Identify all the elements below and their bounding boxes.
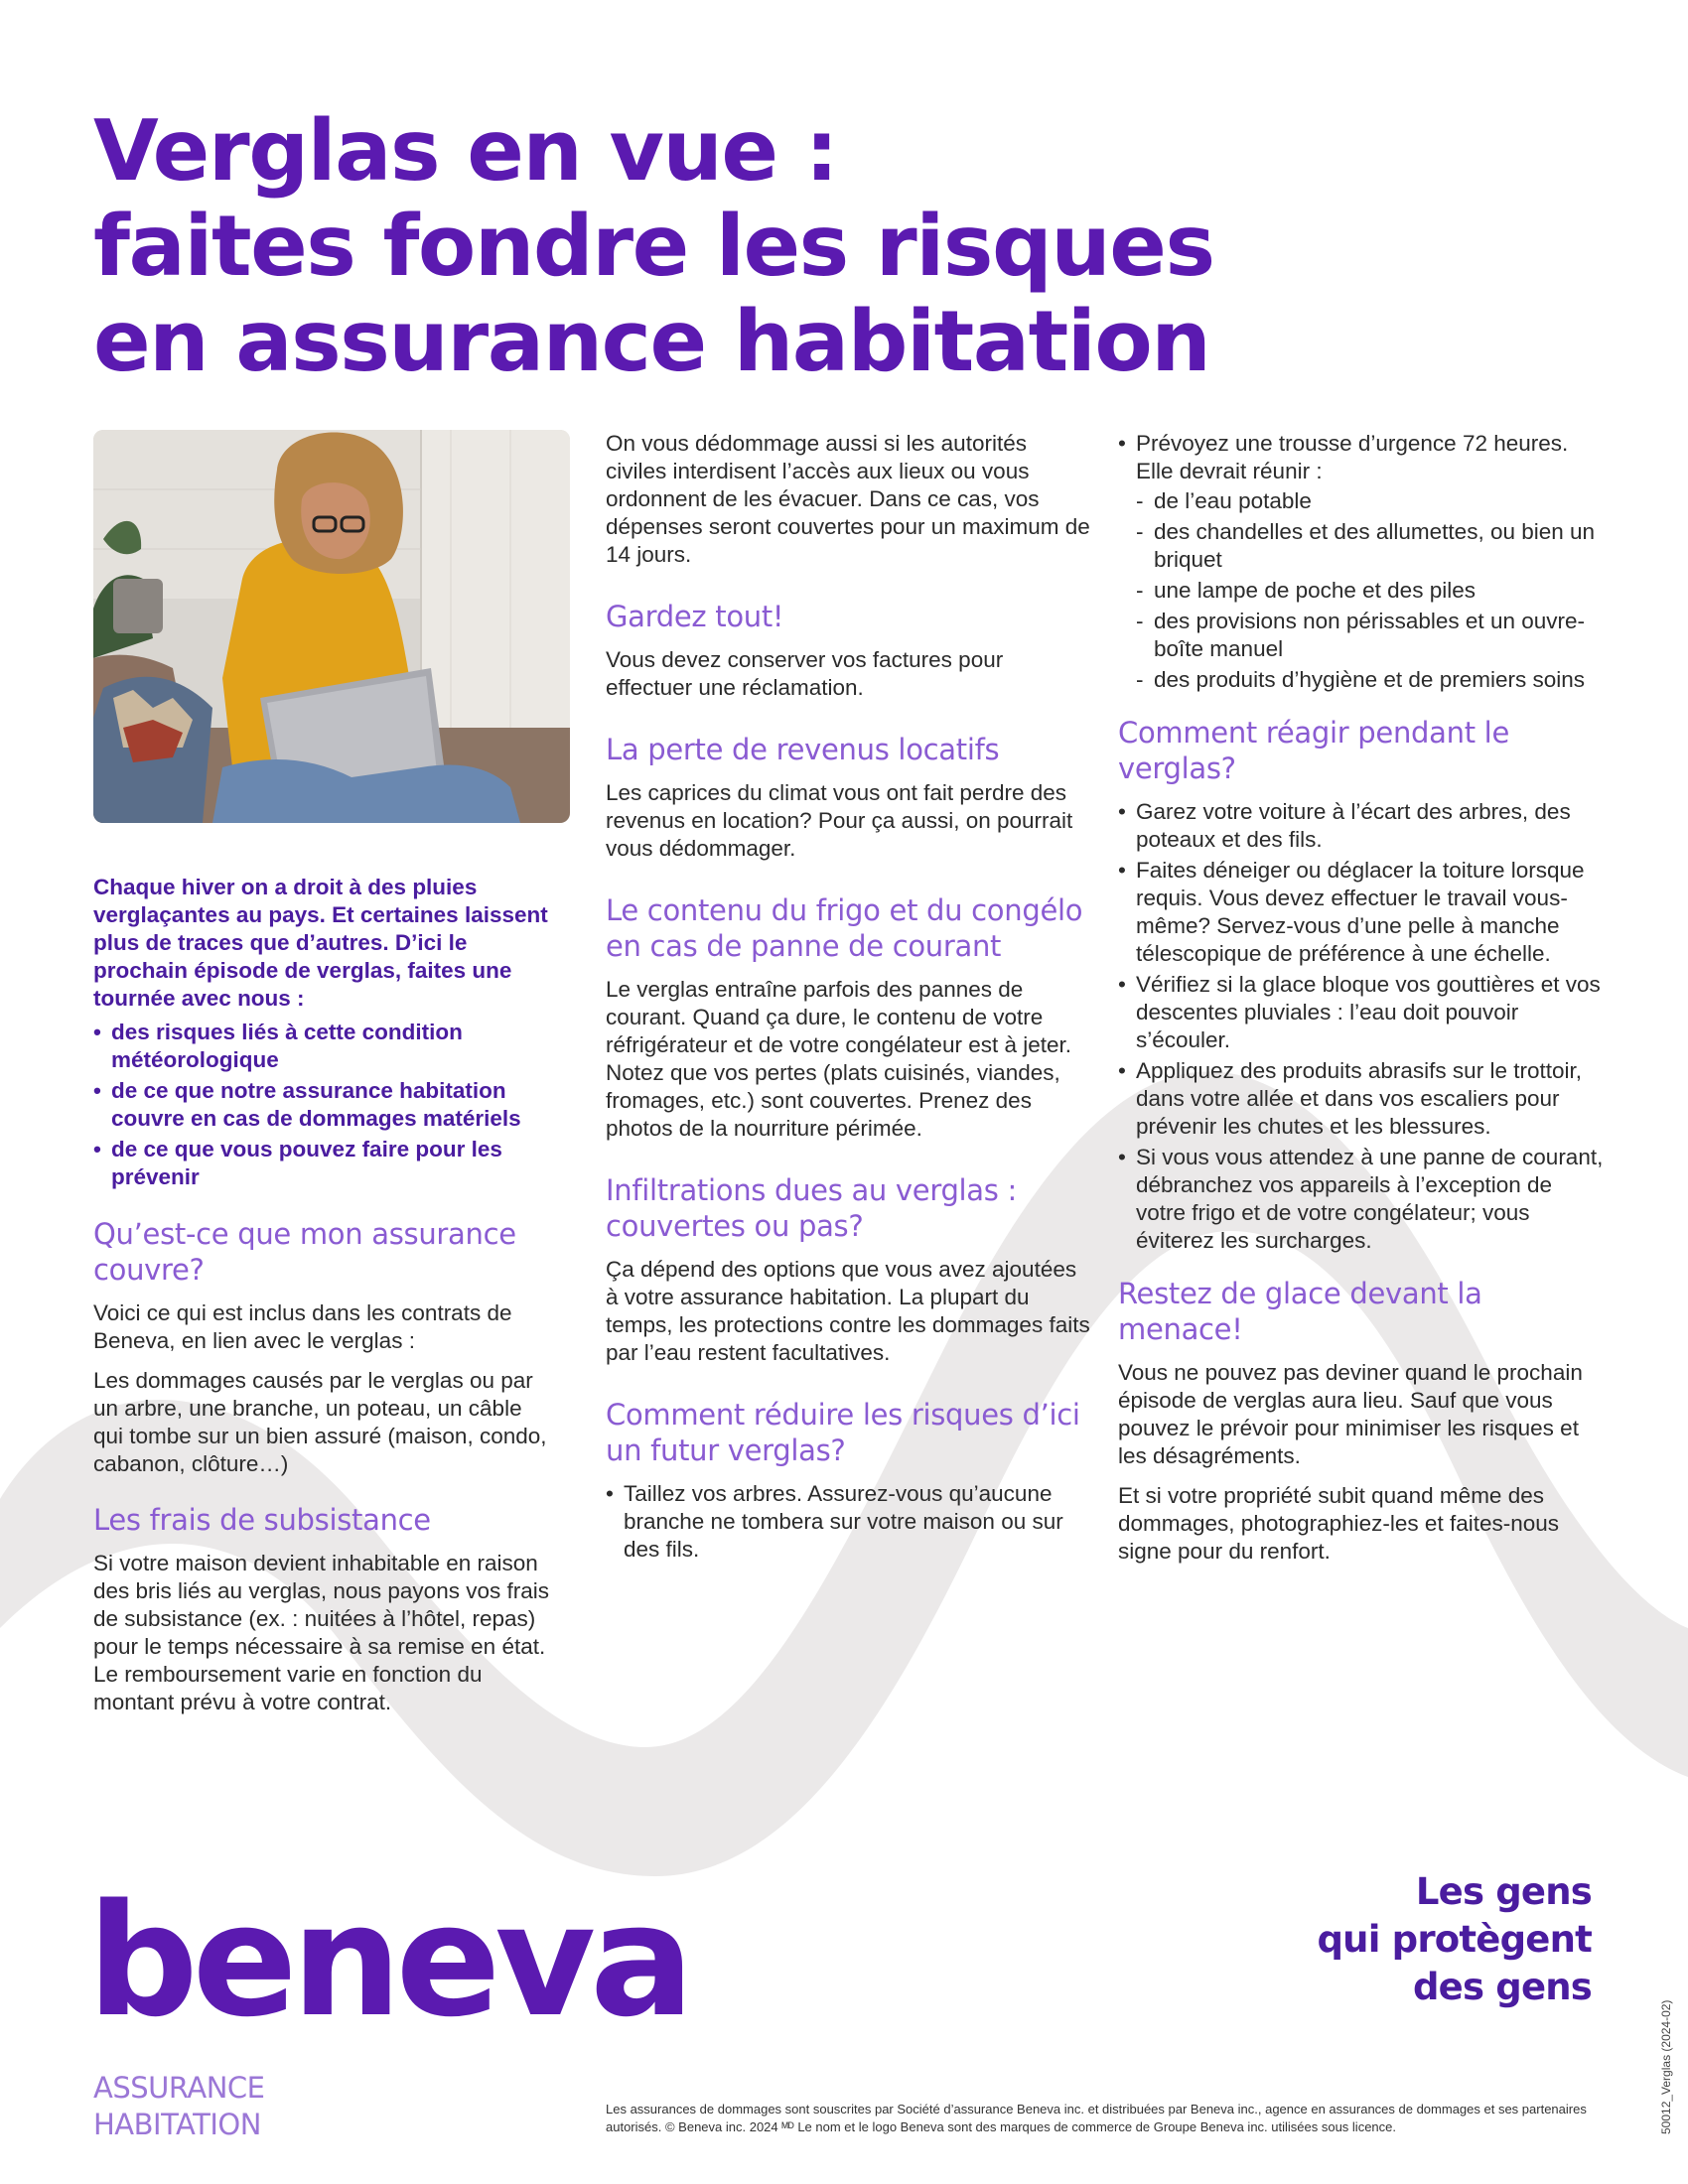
tagline <box>1195 1868 1592 2011</box>
glace-paragraph-1: Vous ne pouvez pas deviner quand le prochain épisode de verglas aura lieu. Sauf que vous pouvez le prévoir pour minimiser les risques et les désagréments. <box>1118 1360 1583 1468</box>
trousse-sublist <box>1118 487 1605 694</box>
trousse-item-text: Prévoyez une trousse d’urgence 72 heures. Elle devrait réunir : <box>1136 431 1569 483</box>
section-heading-revenus: La perte de revenus locatifs <box>606 733 1000 766</box>
reduire-list-item: • Taillez vos arbres. Assurez-vous qu’aucune branche ne tombera sur votre maison ou sur des fils. <box>606 1480 1092 1564</box>
intro-block <box>93 874 550 1191</box>
product-label-line-1: ASSURANCE <box>93 2071 265 2105</box>
revenus-paragraph: Les caprices du climat vous ont fait perdre des revenus en location? Pour ça aussi, on pourrait vous dédommager. <box>606 780 1073 861</box>
glace-paragraph-2: Et si votre propriété subit quand même des dommages, photographiez-les et faites-nous signe pour du renfort. <box>1118 1483 1560 1564</box>
trousse-subitem: - des provisions non périssables et un ouvre-boîte manuel <box>1118 608 1605 663</box>
couverture-paragraph-1: Voici ce qui est inclus dans les contrats de Beneva, en lien avec le verglas : <box>93 1300 512 1353</box>
infiltrations-paragraph: Ça dépend des options que vous avez ajoutées à votre assurance habitation. La plupart du temps, les protections contre les dommages faits par l’eau restent facultatives. <box>606 1257 1090 1365</box>
pendant-list-item: • Appliquez des produits abrasifs sur le trottoir, dans votre allée et dans vos escaliers pour prévenir les chutes et les blessures. <box>1118 1057 1605 1141</box>
product-label-line-2: HABITATION <box>93 2108 261 2141</box>
autorites-paragraph: On vous dédommage aussi si les autorités civiles interdisent l’accès aux lieux ou vous ordonnent de les évacuer. Dans ce cas, vos dépenses seront couvertes pour un maximum de 14 jours. <box>606 431 1090 567</box>
intro-list-item: • de ce que notre assurance habitation couvre en cas de dommages matériels <box>93 1077 550 1133</box>
section-heading-infiltrations: Infiltrations dues au verglas : couvertes ou pas? <box>606 1173 1017 1243</box>
section-heading-subsistance: Les frais de subsistance <box>93 1503 431 1537</box>
column-left <box>93 874 550 1728</box>
section-heading-gardez: Gardez tout! <box>606 600 784 633</box>
frigo-paragraph: Le verglas entraîne parfois des pannes de courant. Quand ça dure, le contenu de votre réfrigérateur et de votre congélateur est à jeter. Notez que vos pertes (plats cuisinés, viandes, fromages, etc.) sont couvertes. Prenez des photos de la nourriture périmée. <box>606 977 1072 1141</box>
product-label <box>93 2070 264 2143</box>
tagline-line-2: qui protègent <box>1317 1918 1592 1961</box>
trousse-subitem: - des chandelles et des allumettes, ou bien un briquet <box>1118 518 1605 574</box>
pendant-list-item: • Vérifiez si la glace bloque vos gouttières et vos descentes pluviales : l’eau doit pouvoir s’écouler. <box>1118 971 1605 1054</box>
document-code: 50012_Verglas (2024-02) <box>1659 1999 1673 2134</box>
pendant-list-item: • Si vous vous attendez à une panne de courant, débranchez vos appareils à l’exception de votre frigo et de votre congélateur; vous éviterez les surcharges. <box>1118 1144 1605 1255</box>
woman-with-laptop-photo <box>93 430 570 823</box>
title-line-2: faites fondre les risques <box>93 198 1214 296</box>
pendant-list <box>1118 798 1605 1255</box>
trousse-list-item <box>1118 430 1605 694</box>
column-right <box>1118 430 1605 1577</box>
section-heading-pendant: Comment réagir pendant le verglas? <box>1118 716 1509 785</box>
tagline-line-1: Les gens <box>1415 1870 1592 1913</box>
gardez-paragraph: Vous devez conserver vos factures pour effectuer une réclamation. <box>606 647 1004 700</box>
beneva-logo: beneva <box>87 1870 689 2051</box>
intro-list-item: • des risques liés à cette condition météorologique <box>93 1019 550 1074</box>
reduire-list <box>606 1480 1092 1564</box>
subsistance-paragraph: Si votre maison devient inhabitable en raison des bris liés au verglas, nous payons vos frais de subsistance (ex. : nuitées à l’hôtel, repas) pour le temps nécessaire à sa remise en état. Le remboursement varie en fonction du montant prévu à votre contrat. <box>93 1551 549 1714</box>
column-middle <box>606 430 1092 1567</box>
legal-notice: Les assurances de dommages sont souscrites par Société d’assurance Beneva inc. et distribuées par Beneva inc., agence en assurances de dommages et ses partenaires autorisés. © Beneva inc. 2024 ᴹᴰ Le nom et le logo Beneva sont des marques de commerce de Groupe Beneva inc. utilisées sous licence. <box>606 2102 1587 2134</box>
title-line-3: en assurance habitation <box>93 293 1210 391</box>
intro-list <box>93 1019 550 1191</box>
pendant-list-item: • Garez votre voiture à l’écart des arbres, des poteaux et des fils. <box>1118 798 1605 854</box>
section-heading-couverture: Qu’est-ce que mon assurance couvre? <box>93 1217 516 1287</box>
trousse-subitem: - de l’eau potable <box>1118 487 1605 515</box>
trousse-subitem: - une lampe de poche et des piles <box>1118 577 1605 605</box>
section-heading-reduire: Comment réduire les risques d’ici un futur verglas? <box>606 1398 1080 1467</box>
section-heading-frigo: Le contenu du frigo et du congélo en cas de panne de courant <box>606 893 1083 963</box>
intro-list-item: • de ce que vous pouvez faire pour les prévenir <box>93 1136 550 1191</box>
tagline-line-3: des gens <box>1412 1966 1592 2008</box>
pendant-list-item: • Faites déneiger ou déglacer la toiture lorsque requis. Vous devez effectuer le travail vous-même? Servez-vous d’une pelle à manche télescopique de préférence à une échelle. <box>1118 857 1605 968</box>
section-heading-glace: Restez de glace devant la menace! <box>1118 1277 1482 1346</box>
couverture-paragraph-2: Les dommages causés par le verglas ou par un arbre, une branche, un poteau, un câble qui tombe sur un bien assuré (maison, condo, cabanon, clôture…) <box>93 1368 547 1476</box>
trousse-list <box>1118 430 1605 694</box>
page-title <box>93 104 1483 390</box>
intro-paragraph: Chaque hiver on a droit à des pluies verglaçantes au pays. Et certaines laissent plus de traces que d’autres. D’ici le prochain épisode de verglas, faites une tournée avec nous : <box>93 875 548 1011</box>
trousse-subitem: - des produits d’hygiène et de premiers soins <box>1118 666 1605 694</box>
title-line-1: Verglas en vue : <box>93 102 838 201</box>
